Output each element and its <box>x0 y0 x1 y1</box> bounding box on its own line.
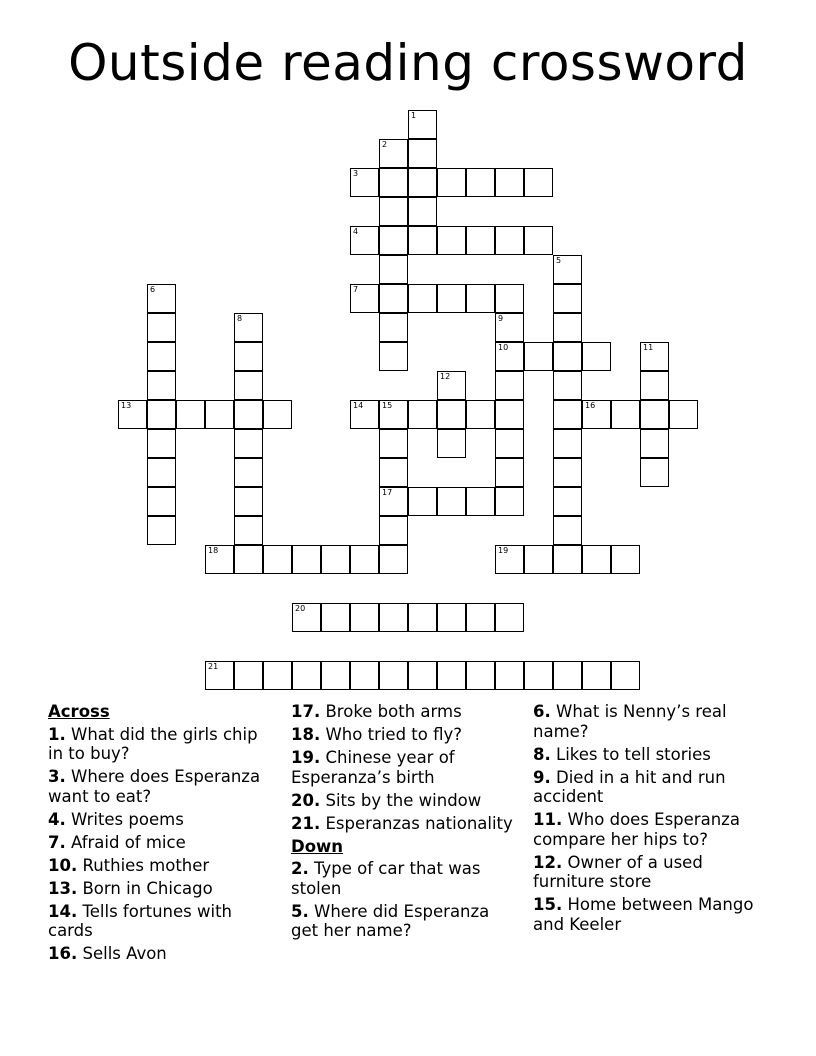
grid-cell[interactable] <box>118 400 147 429</box>
grid-cell[interactable] <box>234 400 263 429</box>
grid-cell[interactable] <box>263 400 292 429</box>
grid-cell[interactable] <box>640 458 669 487</box>
grid-cell[interactable] <box>147 342 176 371</box>
grid-cell[interactable] <box>379 458 408 487</box>
clue-item <box>48 902 273 941</box>
grid-cell[interactable] <box>408 487 437 516</box>
grid-cell[interactable] <box>234 429 263 458</box>
grid-cell[interactable] <box>437 168 466 197</box>
grid-cell[interactable] <box>582 661 611 690</box>
clue-number: 20. <box>291 790 321 810</box>
grid-cell[interactable] <box>553 342 582 371</box>
clue-number: 3 <box>353 169 359 178</box>
grid-cell[interactable] <box>379 139 408 168</box>
grid-cell[interactable] <box>669 400 698 429</box>
grid-cell[interactable] <box>379 255 408 284</box>
grid-cell[interactable] <box>611 400 640 429</box>
clue-text: Tells fortunes with cards <box>48 901 232 940</box>
clue-number: 21. <box>291 813 321 833</box>
grid-cell[interactable] <box>350 284 379 313</box>
grid-cell[interactable] <box>205 545 234 574</box>
clue-number: 8. <box>533 744 551 764</box>
clue-item <box>48 856 273 876</box>
grid-cell[interactable] <box>234 458 263 487</box>
grid-cell[interactable] <box>234 545 263 574</box>
clue-text: Broke both arms <box>325 702 462 721</box>
grid-cell[interactable] <box>495 342 524 371</box>
clue-number: 9 <box>498 314 504 323</box>
clue-number: 18 <box>208 546 219 555</box>
clue-text: Ruthies mother <box>82 855 210 875</box>
grid-cell[interactable] <box>408 661 437 690</box>
grid-cell[interactable] <box>553 487 582 516</box>
clue-number: 1 <box>411 111 417 120</box>
grid-cell[interactable] <box>176 400 205 429</box>
grid-cell[interactable] <box>379 661 408 690</box>
grid-cell[interactable] <box>495 487 524 516</box>
clue-number: 15 <box>382 401 393 410</box>
clue-item <box>291 902 516 941</box>
grid-cell[interactable] <box>350 226 379 255</box>
grid-cell[interactable] <box>292 545 321 574</box>
grid-cell[interactable] <box>553 255 582 284</box>
clue-text: What did the girls chip in to buy? <box>48 724 258 763</box>
clue-text: Esperanzas nationality <box>325 813 513 833</box>
grid-cell[interactable] <box>611 661 640 690</box>
grid-cell[interactable] <box>466 400 495 429</box>
clue-item <box>48 879 273 899</box>
clues-column-1 <box>48 702 273 967</box>
grid-cell[interactable] <box>466 661 495 690</box>
grid-cell[interactable] <box>408 110 437 139</box>
grid-cell[interactable] <box>553 516 582 545</box>
grid-cell[interactable] <box>147 400 176 429</box>
grid-cell[interactable] <box>350 545 379 574</box>
clue-item <box>291 814 516 834</box>
clue-text: Who tried to fly? <box>325 725 463 744</box>
grid-cell[interactable] <box>437 661 466 690</box>
clue-number: 7. <box>48 832 66 852</box>
grid-cell[interactable] <box>263 661 292 690</box>
grid-cell[interactable] <box>582 342 611 371</box>
grid-cell[interactable] <box>379 429 408 458</box>
grid-cell[interactable] <box>495 661 524 690</box>
clue-number: 7 <box>353 285 359 294</box>
clue-item <box>291 748 516 787</box>
grid-cell[interactable] <box>321 603 350 632</box>
clue-number: 17. <box>291 702 321 721</box>
grid-cell[interactable] <box>408 168 437 197</box>
clue-number: 16. <box>48 944 78 963</box>
grid-cell[interactable] <box>408 603 437 632</box>
grid-cell[interactable] <box>466 487 495 516</box>
clue-item <box>533 745 773 765</box>
clue-text: What is Nenny’s real name? <box>533 702 727 741</box>
clue-number: 1. <box>48 724 66 744</box>
clue-number: 6 <box>150 285 156 294</box>
clue-number: 16 <box>585 401 596 410</box>
clue-number: 4 <box>353 227 359 236</box>
grid-cell[interactable] <box>379 284 408 313</box>
grid-cell[interactable] <box>408 400 437 429</box>
grid-cell[interactable] <box>147 313 176 342</box>
clue-number: 2 <box>382 140 388 149</box>
grid-cell[interactable] <box>147 284 176 313</box>
clues-column-2 <box>291 702 516 944</box>
clue-item <box>291 791 516 811</box>
clue-text: Afraid of mice <box>71 832 186 852</box>
grid-cell[interactable] <box>466 226 495 255</box>
grid-cell[interactable] <box>147 371 176 400</box>
clue-text: Died in a hit and run accident <box>533 767 726 806</box>
grid-cell[interactable] <box>466 168 495 197</box>
clue-number: 15. <box>533 895 563 914</box>
grid-cell[interactable] <box>553 545 582 574</box>
clue-number: 21 <box>208 662 219 671</box>
clue-number: 11 <box>643 343 654 352</box>
grid-cell[interactable] <box>321 545 350 574</box>
grid-cell[interactable] <box>553 313 582 342</box>
clue-item <box>48 833 273 853</box>
grid-cell[interactable] <box>379 487 408 516</box>
clue-number: 9. <box>533 767 551 787</box>
clue-number: 8 <box>237 314 243 323</box>
grid-cell[interactable] <box>495 371 524 400</box>
grid-cell[interactable] <box>640 429 669 458</box>
grid-cell[interactable] <box>437 429 466 458</box>
clue-number: 19 <box>498 546 509 555</box>
grid-cell[interactable] <box>234 516 263 545</box>
clue-number: 12 <box>440 372 451 381</box>
grid-cell[interactable] <box>234 371 263 400</box>
clue-item <box>533 810 773 849</box>
grid-cell[interactable] <box>408 197 437 226</box>
down-header: Down <box>291 836 344 856</box>
clue-number: 20 <box>295 604 306 613</box>
grid-cell[interactable] <box>437 603 466 632</box>
grid-cell[interactable] <box>350 661 379 690</box>
clue-number: 14 <box>353 401 364 410</box>
grid-cell[interactable] <box>495 313 524 342</box>
grid-cell[interactable] <box>350 603 379 632</box>
clue-item <box>48 810 273 830</box>
clue-text: Owner of a used furniture store <box>533 852 703 891</box>
grid-cell[interactable] <box>437 371 466 400</box>
clue-number: 14. <box>48 901 78 921</box>
grid-cell[interactable] <box>524 168 553 197</box>
clue-text: Type of car that was stolen <box>291 859 481 898</box>
grid-cell[interactable] <box>379 545 408 574</box>
grid-cell[interactable] <box>495 458 524 487</box>
grid-cell[interactable] <box>379 400 408 429</box>
clue-text: Likes to tell stories <box>556 744 711 764</box>
grid-cell[interactable] <box>379 342 408 371</box>
grid-cell[interactable] <box>321 661 350 690</box>
grid-cell[interactable] <box>379 226 408 255</box>
grid-cell[interactable] <box>350 168 379 197</box>
grid-cell[interactable] <box>524 661 553 690</box>
clue-number: 10. <box>48 855 78 875</box>
clue-item <box>533 768 773 807</box>
clue-number: 11. <box>533 810 563 829</box>
grid-cell[interactable] <box>408 226 437 255</box>
clue-number: 17 <box>382 488 393 497</box>
grid-cell[interactable] <box>350 400 379 429</box>
clue-number: 2. <box>291 859 309 878</box>
grid-cell[interactable] <box>524 342 553 371</box>
clue-text: Born in Chicago <box>82 878 213 898</box>
grid-cell[interactable] <box>495 545 524 574</box>
grid-cell[interactable] <box>437 400 466 429</box>
clue-text: Chinese year of Esperanza’s birth <box>291 748 455 787</box>
grid-cell[interactable] <box>437 284 466 313</box>
grid-cell[interactable] <box>524 226 553 255</box>
grid-cell[interactable] <box>234 661 263 690</box>
grid-cell[interactable] <box>553 661 582 690</box>
grid-cell[interactable] <box>234 487 263 516</box>
clue-item <box>291 725 516 745</box>
grid-cell[interactable] <box>495 400 524 429</box>
grid-cell[interactable] <box>379 603 408 632</box>
clue-item <box>48 767 273 806</box>
clue-number: 18. <box>291 725 321 744</box>
clue-item <box>533 895 773 934</box>
grid-cell[interactable] <box>379 313 408 342</box>
grid-cell[interactable] <box>582 400 611 429</box>
clue-number: 5 <box>556 256 562 265</box>
grid-cell[interactable] <box>234 313 263 342</box>
grid-cell[interactable] <box>147 487 176 516</box>
clue-number: 13 <box>121 401 132 410</box>
clue-number: 10 <box>498 343 509 352</box>
clue-number: 4. <box>48 809 66 829</box>
grid-cell[interactable] <box>553 458 582 487</box>
grid-cell[interactable] <box>495 226 524 255</box>
grid-cell[interactable] <box>640 371 669 400</box>
grid-cell[interactable] <box>292 661 321 690</box>
grid-cell[interactable] <box>379 516 408 545</box>
grid-cell[interactable] <box>553 284 582 313</box>
clue-text: Where did Esperanza get her name? <box>291 901 490 940</box>
clue-number: 19. <box>291 748 321 767</box>
grid-cell[interactable] <box>437 487 466 516</box>
grid-cell[interactable] <box>234 342 263 371</box>
grid-cell[interactable] <box>495 168 524 197</box>
clue-item <box>533 853 773 892</box>
grid-cell[interactable] <box>147 429 176 458</box>
grid-cell[interactable] <box>205 400 234 429</box>
grid-cell[interactable] <box>495 603 524 632</box>
clue-item <box>291 859 516 898</box>
grid-cell[interactable] <box>553 400 582 429</box>
grid-cell[interactable] <box>379 168 408 197</box>
clue-number: 5. <box>291 901 309 921</box>
clue-text: Sells Avon <box>82 944 167 963</box>
grid-cell[interactable] <box>466 284 495 313</box>
clue-item <box>533 702 773 741</box>
clue-number: 3. <box>48 767 66 786</box>
grid-cell[interactable] <box>379 197 408 226</box>
grid-cell[interactable] <box>640 342 669 371</box>
clues-column-3 <box>533 702 773 938</box>
clue-item <box>291 702 516 722</box>
clue-item <box>48 944 273 964</box>
grid-cell[interactable] <box>495 284 524 313</box>
clue-text: Where does Esperanza want to eat? <box>48 767 261 806</box>
clue-text: Home between Mango and Keeler <box>533 895 754 934</box>
grid-cell[interactable] <box>553 429 582 458</box>
grid-cell[interactable] <box>524 545 553 574</box>
clue-number: 13. <box>48 878 78 898</box>
across-header: Across <box>48 702 110 721</box>
grid-cell[interactable] <box>582 545 611 574</box>
grid-cell[interactable] <box>147 458 176 487</box>
grid-cell[interactable] <box>205 661 234 690</box>
grid-cell[interactable] <box>292 603 321 632</box>
clue-number: 6. <box>533 702 551 721</box>
grid-cell[interactable] <box>495 429 524 458</box>
clue-number: 12. <box>533 852 563 872</box>
clue-text: Who does Esperanza compare her hips to? <box>533 810 740 849</box>
grid-cell[interactable] <box>263 545 292 574</box>
grid-cell[interactable] <box>408 284 437 313</box>
grid-cell[interactable] <box>437 226 466 255</box>
grid-cell[interactable] <box>408 139 437 168</box>
page-title: Outside reading crossword <box>68 34 748 92</box>
grid-cell[interactable] <box>611 545 640 574</box>
grid-cell[interactable] <box>147 516 176 545</box>
clue-text: Writes poems <box>71 809 184 829</box>
grid-cell[interactable] <box>553 371 582 400</box>
grid-cell[interactable] <box>466 603 495 632</box>
clue-text: Sits by the window <box>325 790 482 810</box>
clue-item <box>48 725 273 764</box>
grid-cell[interactable] <box>640 400 669 429</box>
